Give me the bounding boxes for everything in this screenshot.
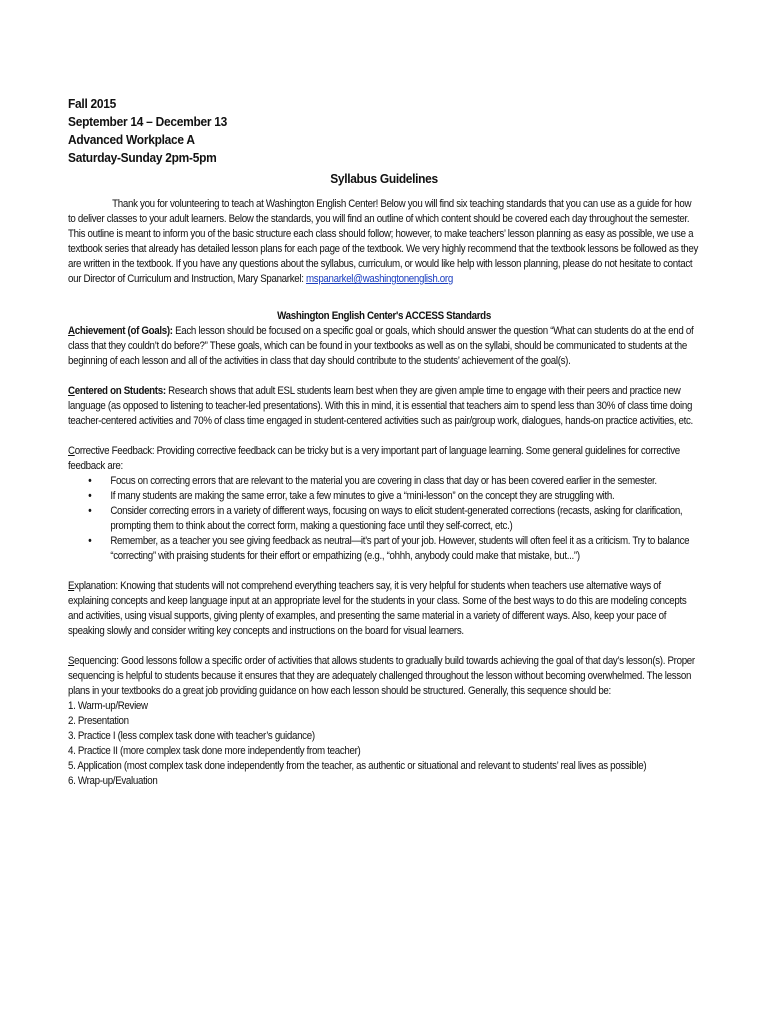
list-item: 1. Warm-up/Review bbox=[68, 700, 148, 712]
corrective-section bbox=[68, 444, 700, 564]
bullet-icon: • bbox=[88, 475, 92, 487]
bullet-icon: • bbox=[88, 535, 92, 547]
dates-line: September 14 – December 13 bbox=[68, 114, 228, 129]
list-item: 4. Practice II (more complex task done more independently from teacher) bbox=[68, 745, 361, 757]
explanation-heading: Explanation bbox=[68, 580, 116, 592]
achievement-text: Each lesson should be focused on a specific goal or goals, which should answer the question “What can students do at the end of class that they couldn’t do before?” These goals, which can be found in your textbooks as well as on the syllabi, should be communicated to students at the beginning of each lesson and all of the activities in class that day should contribute to the students’ achievement of the goal(s). bbox=[68, 325, 694, 367]
list-item: • Remember, as a teacher you see giving feedback as neutral—it’s part of your job. However, students will often feel it as a criticism. Try to balance “correcting” with praising students for their effort or empathizing (e.g., “ohhh, anybody could make that mistake, but...”) bbox=[88, 535, 690, 562]
centered-section bbox=[68, 384, 700, 429]
feedback-guidelines-list bbox=[68, 474, 700, 564]
list-item: 6. Wrap-up/Evaluation bbox=[68, 775, 158, 787]
standards-heading: Washington English Center's ACCESS Standards bbox=[277, 310, 491, 322]
explanation-section bbox=[68, 579, 700, 639]
list-item: 5. Application (most complex task done independently from the teacher, as authentic or situational and relevant to students’ real lives as possible) bbox=[68, 760, 647, 772]
centered-heading: Centered on Students: bbox=[68, 385, 166, 397]
list-item: • Consider correcting errors in a variety of different ways, focusing on ways to elicit student-generated corrections (recasts, asking for clarification, prompting them to think about the correct form, making a questioning face until they self-correct, etc.) bbox=[88, 505, 683, 532]
list-item: 3. Practice I (less complex task done with teacher’s guidance) bbox=[68, 730, 315, 742]
intro-text: Thank you for volunteering to teach at Washington English Center! Below you will find six teaching standards that you can use as a guide for how to deliver classes to your adult learners. Below the standards, you will find an outline of which content should be covered each day throughout the semester. This outline is meant to inform you of the basic structure each class should follow; however, to make teachers’ lesson planning as easy as possible, we use a textbook series that already has detailed lesson plans for each page of the textbook. We very highly recommend that the textbook lessons be followed as they are written in the textbook. If you have any questions about the syllabus, curriculum, or would like help with lesson planning, please do not hesitate to contact our Director of Curriculum and Instruction, Mary Spanarkel: bbox=[68, 198, 699, 285]
sequencing-section bbox=[68, 654, 700, 789]
sequencing-text: : Good lessons follow a specific order of activities that allows students to gradually build towards achieving the goal of that day’s lesson(s). Proper sequencing is helpful to students because it ensures that they are adequately challenged throughout the lesson without becoming overwhelmed. The lesson plans in your textbooks do a great job providing guidance on how each lesson should be structured. Generally, this sequence should be: bbox=[68, 655, 695, 697]
explanation-text: : Knowing that students will not comprehend everything teachers say, it is very helpful for students when teachers use alternative ways of explaining concepts and keep language input at an appropriate level for the students in your class. Some of the best ways to do this are modeling concepts and activities, using visual supports, giving plenty of examples, and presenting the same material in a variety of different ways. Also, keep your pace of speaking slowly and consider writing key concepts and instructions on the board for visual learners. bbox=[68, 580, 687, 637]
bullet-icon: • bbox=[88, 490, 92, 502]
list-item: • Focus on correcting errors that are relevant to the material you are covering in class that day or has been covered earlier in the semester. bbox=[88, 475, 657, 487]
intro-paragraph bbox=[68, 197, 700, 287]
syllabus-document bbox=[68, 95, 700, 804]
bullet-icon: • bbox=[88, 505, 92, 517]
schedule-line: Saturday-Sunday 2pm-5pm bbox=[68, 150, 217, 165]
list-item: 2. Presentation bbox=[68, 715, 129, 727]
page-title: Syllabus Guidelines bbox=[330, 171, 438, 186]
course-line: Advanced Workplace A bbox=[68, 132, 195, 147]
lesson-sequence-list bbox=[68, 699, 700, 789]
corrective-text: : Providing corrective feedback can be tricky but is a very important part of language learning. Some general guidelines for corrective feedback are: bbox=[68, 445, 680, 472]
centered-text: Research shows that adult ESL students learn best when they are given ample time to engage with their peers and practice new language (as opposed to listening to teacher-led presentations). With this in mind, it is essential that teachers aim to spend less than 30% of class time doing teacher-centered activities and 70% of class time engaged in student-centered activities such as pair/group work, dialogues, hands-on practice activities, etc. bbox=[68, 385, 693, 427]
achievement-section bbox=[68, 324, 700, 369]
corrective-heading: Corrective Feedback bbox=[68, 445, 152, 457]
term-line: Fall 2015 bbox=[68, 96, 117, 111]
list-item: • If many students are making the same error, take a few minutes to give a “mini-lesson” on the concept they are struggling with. bbox=[88, 490, 615, 502]
contact-email-link[interactable]: mspanarkel@washingtonenglish.org bbox=[305, 273, 453, 285]
sequencing-heading: Sequencing bbox=[68, 655, 117, 667]
achievement-heading: Achievement (of Goals): bbox=[68, 325, 173, 337]
